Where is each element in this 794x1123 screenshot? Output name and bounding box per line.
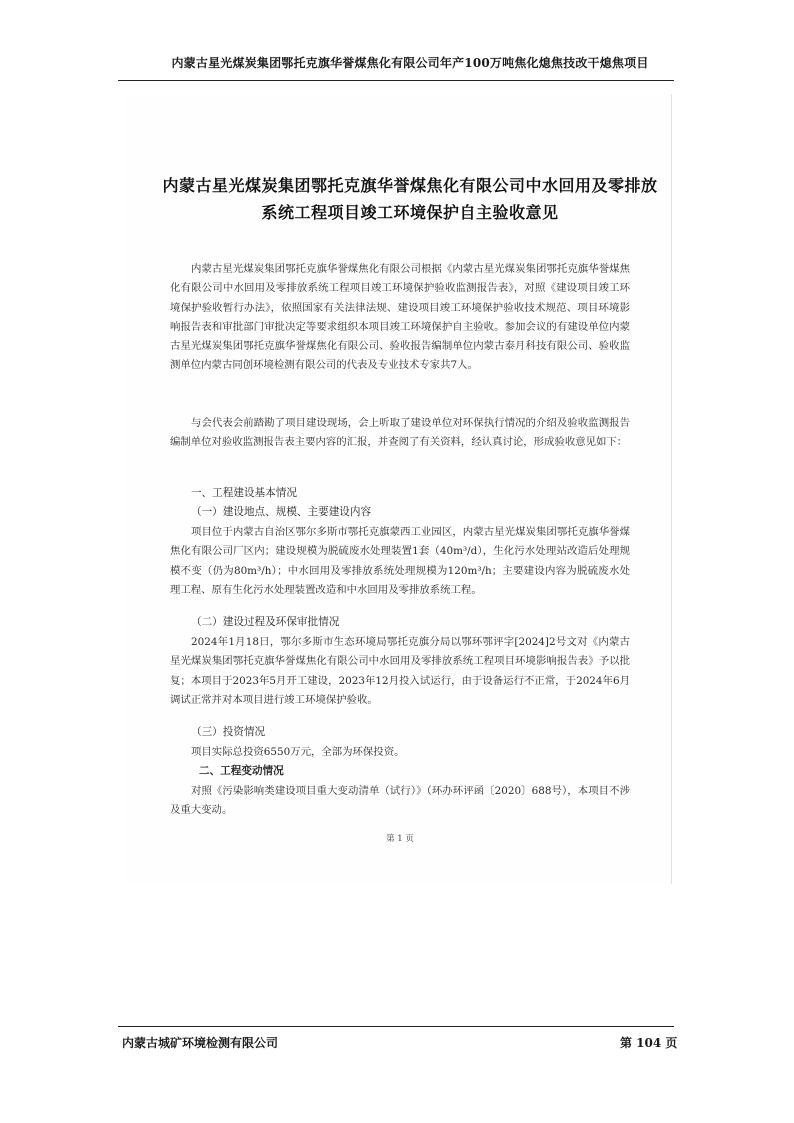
inner-page-number: 第 1 页 [386,834,414,844]
intro-paragraph: 内蒙古星光煤炭集团鄂托克旗华誉煤焦化有限公司根据《内蒙古星光煤炭集团鄂托克旗华誉煤焦化有限公司中水回用及零排放系统工程项目竣工环境保护验收监测报告表》，对照《建设项目竣工环境保护验收暂行办法》，依照国家有关法律法规、建设项目竣工环境保护验收技术规范、项目环境影响报告表和审批部门审批决定等要求组织本项目竣工环境保护自主验收。参加会议的有建设单位内蒙古星光煤炭集团鄂托克旗华誉煤焦化有限公司、验收报告编制单位内蒙古泰月科技有限公司、验收监测单位内蒙古同创环境检测有限公司的代表及专业技术专家共7人。 [170,263,630,372]
section1-heading: 一、工程建设基本情况 [191,487,297,499]
footer-company-name: 内蒙古城矿环境检测有限公司 [122,1036,279,1050]
document-title-line2: 系统工程项目竣工环境保护自主验收意见 [261,203,559,222]
section2-heading: 二、工程变动情况 [199,765,284,777]
report-header-title: 内蒙古星光煤炭集团鄂托克旗华誉煤焦化有限公司年产100万吨焦化熄焦技改干熄焦项目 [171,56,649,70]
scan-edge [671,94,672,884]
section1-2-paragraph: 2024年1月18日，鄂尔多斯市生态环境局鄂托克旗分局以鄂环鄂评字[2024]2号文对《内蒙古星光煤炭集团鄂托克旗华誉煤焦化有限公司中水回用及零排放系统工程项目环境影响报告表》予以批复；本项目于2023年5月开工建设，2023年12月投入试运行，由于设备运行不正常，于2024年6月调试正常并对本项目进行竣工环境保护验收。 [170,636,630,706]
footer-page-number: 第 104 页 [620,1036,678,1050]
section1-3-heading: （三）投资情况 [191,726,266,738]
footer-divider [118,1026,674,1027]
section2-paragraph: 对照《污染影响类建设项目重大变动清单（试行）》（环办环评函〔2020〕688号），本项目不涉及重大变动。 [170,785,630,817]
document-title-line1: 内蒙古星光煤炭集团鄂托克旗华誉煤焦化有限公司中水回用及零排放 [162,176,658,195]
meeting-paragraph: 与会代表会前踏勘了项目建设现场，会上听取了建设单位对环保执行情况的介绍及验收监测报告编制单位对验收监测报告表主要内容的汇报，并查阅了有关资料，经认真讨论，形成验收意见如下： [170,417,630,449]
section1-2-heading: （二）建设过程及环保审批情况 [191,616,340,628]
section1-3-paragraph: 项目实际总投资6550万元，全部为环保投资。 [191,746,405,758]
section1-1-heading: （一）建设地点、规模、主要建设内容 [191,506,372,518]
header-divider [118,80,674,81]
section1-1-paragraph: 项目位于内蒙古自治区鄂尔多斯市鄂托克旗蒙西工业园区，内蒙古星光煤炭集团鄂托克旗华誉煤焦化有限公司厂区内；建设规模为脱硫废水处理装置1套（40m³/d），生化污水处理站改造后处理规模不变（仍为80m³/h）；中水回用及零排放系统处理规模为120m³/h；主要建设内容为脱硫废水处理工程、原有生化污水处理装置改造和中水回用及零排放系统工程。 [170,526,630,596]
